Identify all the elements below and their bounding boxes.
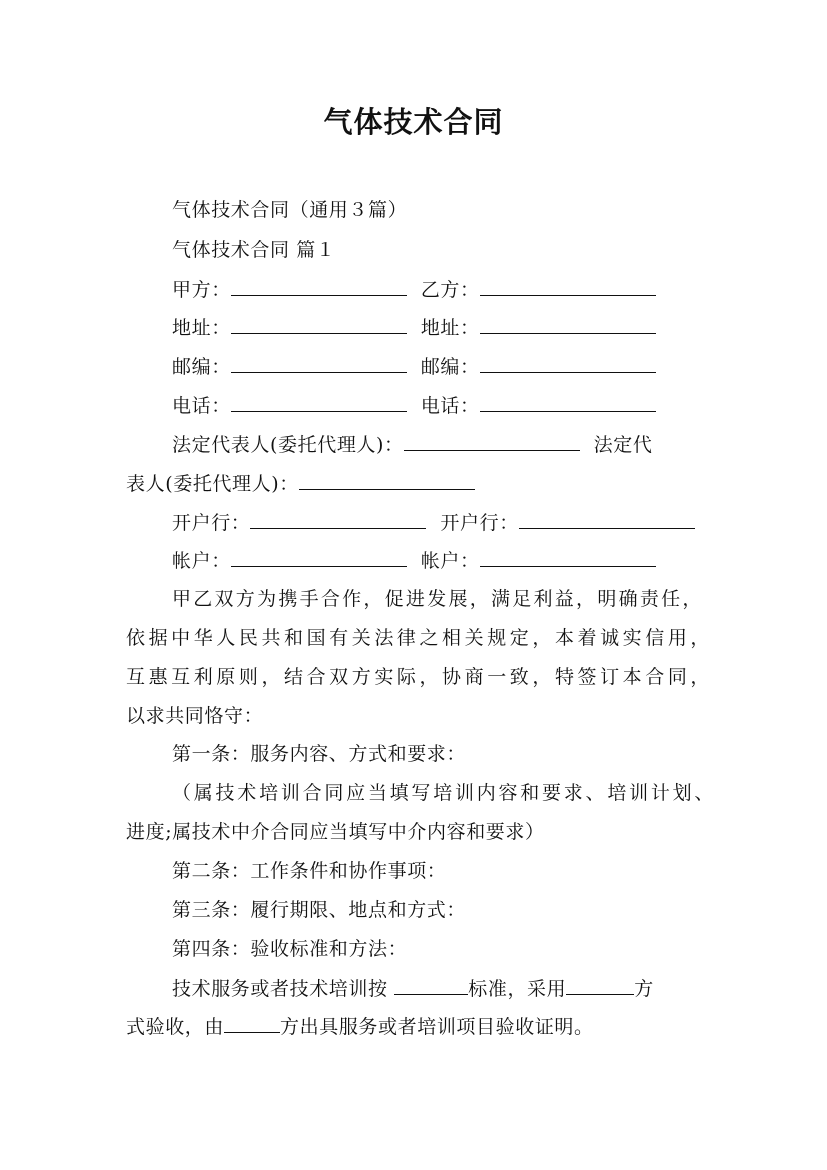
acceptance-text-1: 技术服务或者技术培训按 <box>172 978 395 1000</box>
method-blank <box>566 975 634 995</box>
bank-row <box>172 509 772 536</box>
postcode-row <box>172 353 772 380</box>
article-1-note-line-1: （属技术培训合同应当填写培训内容和要求、培训计划、 <box>172 782 714 804</box>
legal-rep-a-label: 法定代表人(委托代理人)： <box>172 434 404 456</box>
article-3: 第三条：履行期限、地点和方式： <box>172 899 467 921</box>
party-b-label: 乙方： <box>420 279 480 301</box>
postcode-b-blank <box>480 353 656 373</box>
article-4: 第四条：验收标准和方法： <box>172 938 408 960</box>
phone-a-blank <box>231 392 407 412</box>
address-b-blank <box>480 314 656 334</box>
legal-rep-a-blank <box>404 431 580 451</box>
phone-a-label: 电话： <box>172 395 231 417</box>
article-2: 第二条：工作条件和协作事项： <box>172 860 447 882</box>
party-a-blank <box>231 276 407 296</box>
intro-line-1: 甲乙双方为携手合作，促进发展，满足利益，明确责任， <box>172 588 702 610</box>
address-a-label: 地址： <box>172 317 231 339</box>
acceptance-line-1 <box>172 975 772 1002</box>
legal-rep-b-label-start: 法定代 <box>593 434 653 456</box>
article-1: 第一条：服务内容、方式和要求： <box>172 743 467 765</box>
account-row <box>172 547 772 574</box>
account-a-blank <box>231 547 407 567</box>
acceptance-line-2 <box>126 1013 726 1040</box>
bank-b-label: 开户行： <box>440 512 519 534</box>
intro-line-4: 以求共同恪守： <box>126 705 264 727</box>
address-b-label: 地址： <box>420 317 480 339</box>
issuer-blank <box>224 1013 280 1033</box>
legal-rep-row-2 <box>126 470 726 497</box>
chapter-heading: 气体技术合同 篇１ <box>172 239 336 261</box>
subtitle: 气体技术合同（通用３篇） <box>172 199 408 221</box>
address-row <box>172 314 772 341</box>
legal-rep-row-1 <box>172 431 772 458</box>
account-a-label: 帐户： <box>172 550 231 572</box>
bank-b-blank <box>519 509 695 529</box>
bank-a-label: 开户行： <box>172 512 251 534</box>
account-b-blank <box>480 547 656 567</box>
phone-b-label: 电话： <box>420 395 480 417</box>
article-1-note-line-2: 进度;属技术中介合同应当填写中介内容和要求） <box>126 821 545 843</box>
postcode-a-blank <box>231 353 407 373</box>
legal-rep-b-label-end: 表人(委托代理人)： <box>126 473 299 495</box>
party-a-label: 甲方： <box>172 279 231 301</box>
acceptance-text-3: 方 <box>634 978 654 1000</box>
intro-line-2: 依据中华人民共和国有关法律之相关规定，本着诚实信用， <box>126 627 710 649</box>
acceptance-text-4: 式验收，由 <box>126 1016 225 1038</box>
document-title: 气体技术合同 <box>323 105 504 139</box>
account-b-label: 帐户： <box>420 550 480 572</box>
intro-line-3: 互惠互利原则，结合双方实际，协商一致，特签订本合同， <box>126 666 710 688</box>
address-a-blank <box>231 314 407 334</box>
postcode-b-label: 邮编： <box>420 356 480 378</box>
acceptance-text-5: 方出具服务或者培训项目验收证明。 <box>280 1016 594 1038</box>
phone-row <box>172 392 772 419</box>
bank-a-blank <box>250 509 426 529</box>
party-b-blank <box>480 276 656 296</box>
acceptance-text-2: 标准，采用 <box>468 978 567 1000</box>
standard-blank <box>394 975 468 995</box>
party-row <box>172 276 772 303</box>
phone-b-blank <box>480 392 656 412</box>
legal-rep-b-blank <box>299 470 475 490</box>
postcode-a-label: 邮编： <box>172 356 231 378</box>
